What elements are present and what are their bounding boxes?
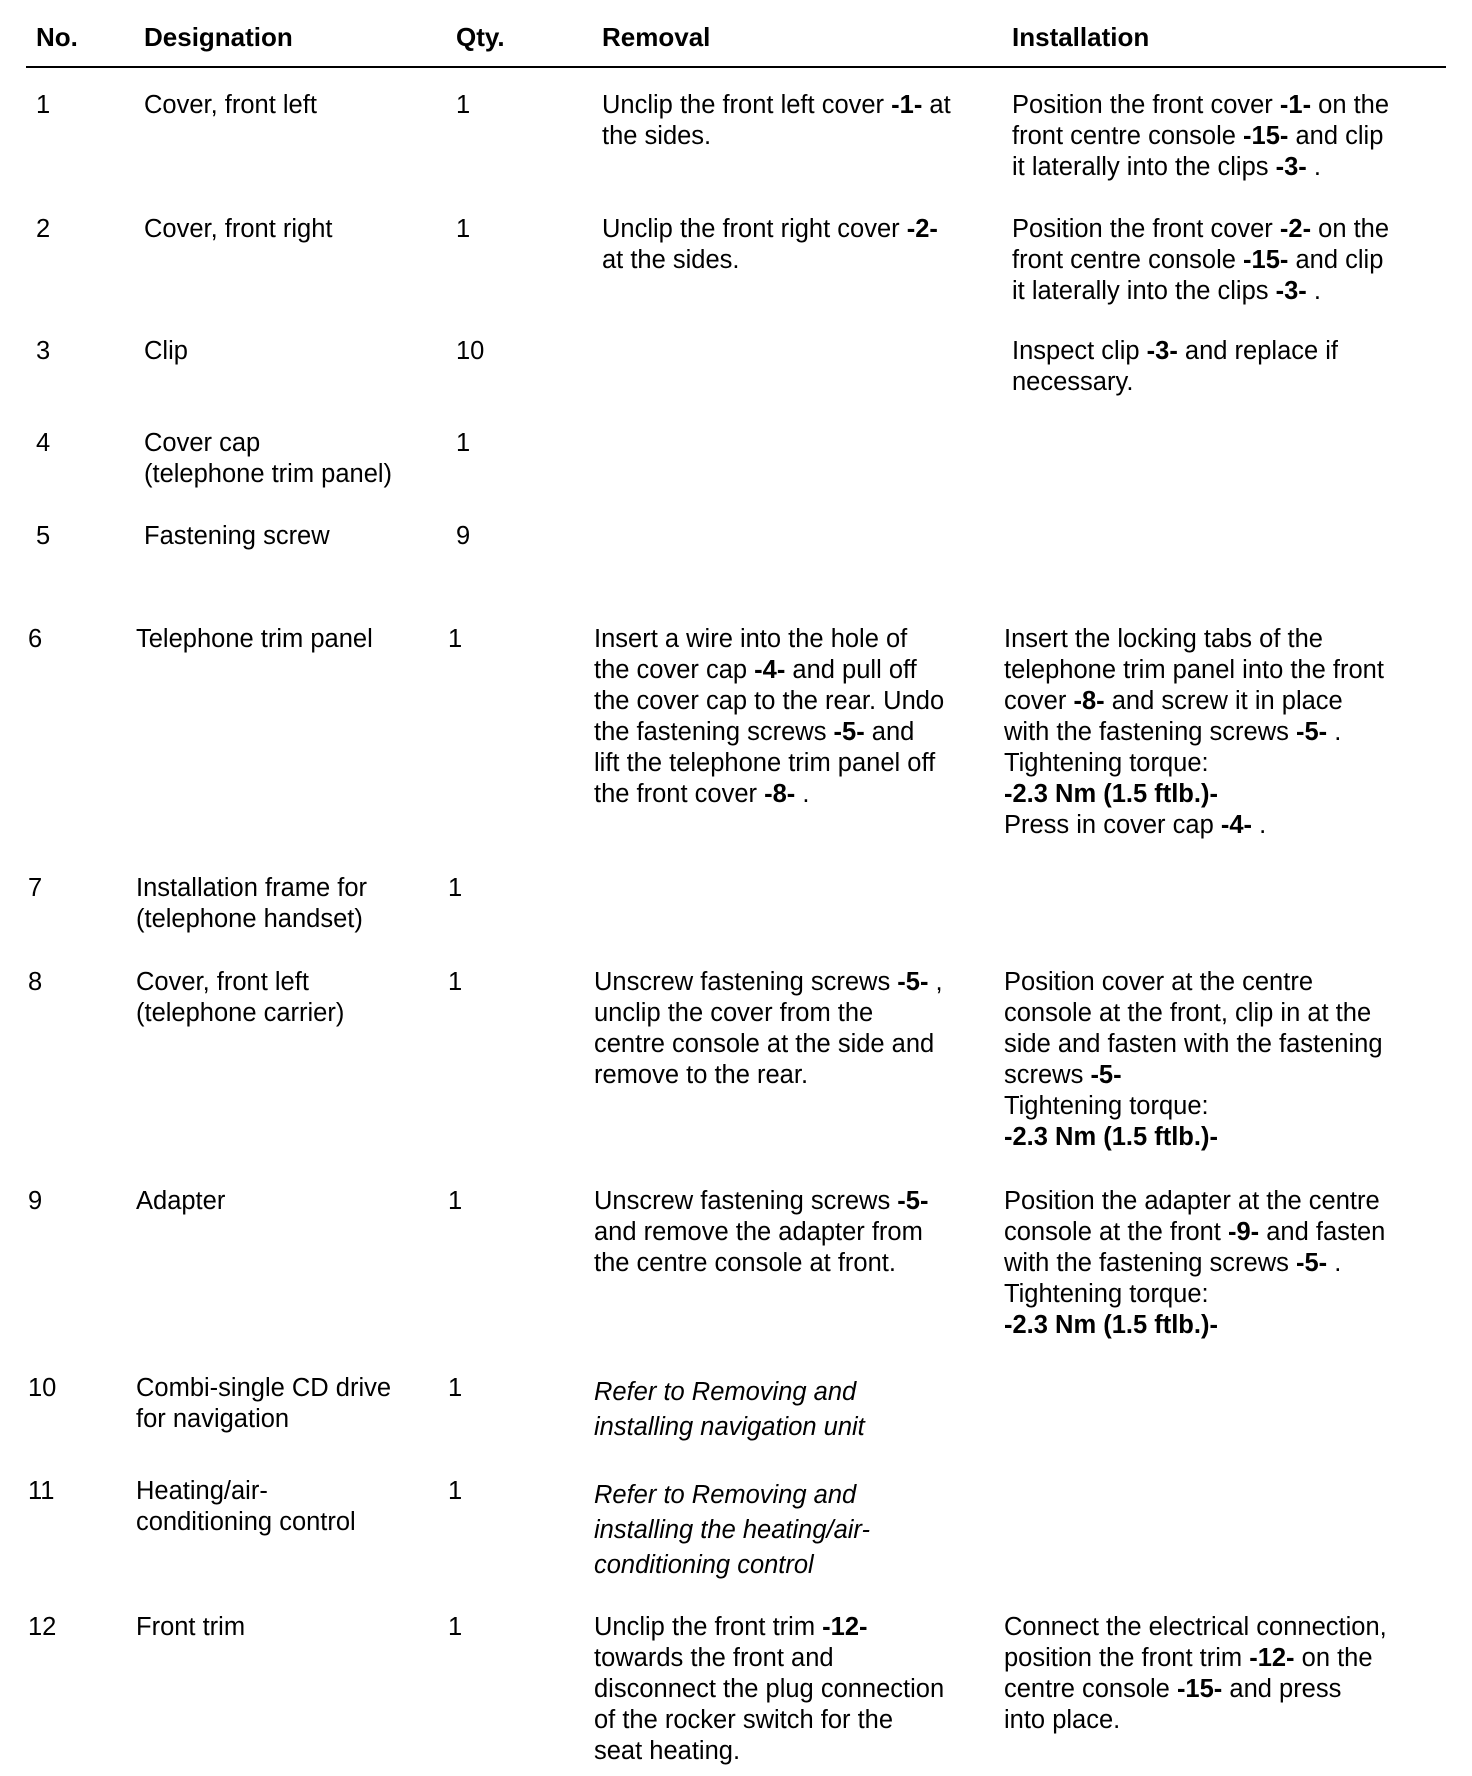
row-number: 4: [36, 429, 51, 457]
designation-line: Cover, front left: [136, 968, 309, 996]
text-line: [1004, 998, 1383, 1029]
text-segment: on the: [1311, 91, 1390, 119]
item-reference: -15-: [1176, 1675, 1223, 1703]
text-line: [594, 1060, 943, 1091]
text-segment: Tightening torque:: [1004, 1092, 1209, 1120]
quantity-cell: 1: [456, 215, 471, 243]
row-number: 1: [36, 91, 51, 119]
row-number: 11: [28, 1477, 55, 1505]
text-line: [1004, 686, 1384, 717]
designation-cell: [136, 1186, 225, 1217]
designation-cell: [136, 624, 373, 655]
text-segment: unclip the cover from the: [594, 999, 874, 1027]
item-reference: -5-: [833, 718, 865, 746]
text-segment: on the: [1294, 1644, 1373, 1672]
text-line: [602, 214, 938, 245]
text-segment: and clip: [1288, 246, 1384, 274]
text-segment: and press: [1222, 1675, 1342, 1703]
text-line: [1012, 336, 1338, 367]
quantity-cell: 1: [448, 625, 463, 653]
text-line: [1012, 276, 1389, 307]
text-segment: Unclip the front left cover: [602, 91, 892, 119]
designation-cell: [144, 428, 392, 490]
designation-line: Cover cap: [144, 429, 261, 457]
row-number: 12: [28, 1613, 57, 1641]
designation-cell: [144, 90, 317, 121]
quantity-cell: 1: [448, 1374, 463, 1402]
row-number: 10: [28, 1374, 57, 1402]
designation-line: Installation frame for: [136, 874, 368, 902]
text-line: [594, 655, 944, 686]
text-segment: Position the adapter at the centre: [1004, 1187, 1380, 1215]
item-reference: -1-: [891, 91, 923, 119]
removal-cell: [594, 967, 943, 1091]
text-line: [1004, 1122, 1383, 1153]
text-line: [602, 90, 951, 121]
designation-line: Heating/air-: [136, 1477, 268, 1505]
text-segment: Position the front cover: [1012, 215, 1280, 243]
item-reference: -15-: [1243, 122, 1289, 150]
text-line: [594, 717, 944, 748]
text-line: [1004, 1060, 1383, 1091]
text-segment: with the fastening screws: [1004, 1249, 1296, 1277]
row-number: 3: [36, 337, 51, 365]
text-line: [1004, 1705, 1387, 1736]
header-installation: Installation: [1012, 22, 1150, 52]
text-line: [594, 998, 943, 1029]
text-segment: at the sides.: [602, 246, 740, 274]
item-reference: -2.3 Nm (1.5 ftlb.)-: [1004, 780, 1218, 808]
text-segment: and: [864, 718, 915, 746]
text-segment: installing the heating/air-: [594, 1516, 870, 1544]
removal-cell: [602, 214, 938, 276]
text-line: [1004, 624, 1384, 655]
quantity-cell: 1: [456, 429, 471, 457]
designation-line: Adapter: [136, 1187, 226, 1215]
row-number: 9: [28, 1187, 43, 1215]
text-segment: Refer to Removing and: [594, 1378, 857, 1406]
designation-cell: [136, 967, 344, 1029]
text-line: [594, 967, 943, 998]
text-segment: .: [1252, 811, 1267, 839]
designation-line: Cover, front left: [144, 91, 317, 119]
item-reference: -8-: [1073, 687, 1105, 715]
item-reference: -4-: [754, 656, 786, 684]
designation-line: Clip: [144, 337, 188, 365]
removal-cell: [594, 624, 944, 810]
text-segment: .: [795, 780, 810, 808]
item-reference: -1-: [1279, 91, 1312, 119]
text-segment: and pull off: [785, 656, 917, 684]
text-line: [1004, 1029, 1383, 1060]
item-reference: -2-: [906, 215, 938, 243]
text-segment: the fastening screws: [594, 718, 834, 746]
row-number: 7: [28, 874, 43, 902]
text-segment: seat heating.: [594, 1737, 741, 1765]
item-reference: -15-: [1243, 246, 1289, 274]
text-segment: installing navigation unit: [594, 1413, 865, 1441]
text-line: [602, 245, 938, 276]
item-reference: -2.3 Nm (1.5 ftlb.)-: [1004, 1311, 1218, 1339]
text-line: [594, 779, 944, 810]
text-segment: telephone trim panel into the front: [1004, 656, 1384, 684]
text-segment: Press in cover cap: [1004, 811, 1221, 839]
item-reference: -12-: [1249, 1644, 1295, 1672]
text-line: [1004, 748, 1384, 779]
text-line: [594, 1674, 944, 1705]
text-segment: Position cover at the centre: [1004, 968, 1314, 996]
text-segment: Unclip the front right cover: [602, 215, 907, 243]
item-reference: -3-: [1146, 337, 1178, 365]
text-segment: it laterally into the clips: [1012, 153, 1276, 181]
designation-line: for navigation: [136, 1405, 290, 1433]
text-segment: it laterally into the clips: [1012, 277, 1276, 305]
item-reference: -2.3 Nm (1.5 ftlb.)-: [1004, 1123, 1218, 1151]
text-segment: console at the front: [1004, 1218, 1228, 1246]
removal-cell: [594, 1375, 865, 1445]
text-segment: on the: [1311, 215, 1390, 243]
text-segment: the sides.: [602, 122, 712, 150]
text-line: [1004, 1279, 1385, 1310]
text-segment: the front cover: [594, 780, 765, 808]
text-line: [594, 1736, 944, 1767]
text-segment: towards the front and: [594, 1644, 834, 1672]
designation-cell: [144, 214, 333, 245]
header-no: No.: [36, 22, 78, 52]
text-line: [1004, 1248, 1385, 1279]
text-line: [594, 1513, 870, 1548]
text-segment: console at the front, clip in at the: [1004, 999, 1372, 1027]
item-reference: -5-: [1295, 1249, 1328, 1277]
text-segment: Position the front cover: [1012, 91, 1280, 119]
text-segment: disconnect the plug connection: [594, 1675, 945, 1703]
removal-cell: [594, 1478, 870, 1583]
text-line: [594, 1612, 944, 1643]
text-segment: at: [922, 91, 951, 119]
text-segment: and clip: [1288, 122, 1384, 150]
designation-line: Cover, front right: [144, 215, 333, 243]
text-segment: Refer to Removing and: [594, 1481, 857, 1509]
text-segment: Insert a wire into the hole of: [594, 625, 908, 653]
text-line: [1004, 1643, 1387, 1674]
designation-cell: [144, 521, 330, 552]
text-segment: and screw it in place: [1104, 687, 1343, 715]
text-line: [1012, 90, 1389, 121]
text-segment: front centre console: [1012, 122, 1244, 150]
designation-cell: [136, 1373, 391, 1435]
text-line: [1012, 245, 1389, 276]
installation-cell: [1012, 90, 1389, 183]
item-reference: -5-: [1295, 718, 1328, 746]
text-segment: front centre console: [1012, 246, 1244, 274]
item-reference: -5-: [897, 1187, 929, 1215]
text-segment: .: [1306, 277, 1321, 305]
text-line: [1004, 1310, 1385, 1341]
text-segment: the cover cap: [594, 656, 755, 684]
text-line: [594, 624, 944, 655]
text-segment: centre console at the side and: [594, 1030, 935, 1058]
text-line: [1004, 1674, 1387, 1705]
designation-line: conditioning control: [136, 1508, 356, 1536]
installation-cell: [1004, 967, 1383, 1153]
text-line: [594, 1410, 865, 1445]
text-line: [1004, 810, 1384, 841]
text-line: [594, 1478, 870, 1513]
text-segment: into place.: [1004, 1706, 1121, 1734]
text-line: [594, 1375, 865, 1410]
text-line: [1004, 1612, 1387, 1643]
text-line: [1004, 779, 1384, 810]
quantity-cell: 1: [456, 91, 471, 119]
removal-cell: [594, 1186, 928, 1279]
text-line: [594, 748, 944, 779]
text-line: [1004, 967, 1383, 998]
item-reference: -8-: [764, 780, 796, 808]
removal-cell: [594, 1612, 944, 1767]
text-segment: Unscrew fastening screws: [594, 1187, 898, 1215]
text-line: [1004, 717, 1384, 748]
item-reference: -2-: [1279, 215, 1312, 243]
text-line: [1012, 214, 1389, 245]
text-segment: position the front trim: [1004, 1644, 1250, 1672]
text-line: [1004, 1091, 1383, 1122]
text-segment: with the fastening screws: [1004, 718, 1296, 746]
text-line: [594, 1643, 944, 1674]
designation-cell: [144, 336, 188, 367]
item-reference: -3-: [1275, 153, 1307, 181]
designation-line: Fastening screw: [144, 522, 330, 550]
text-line: [594, 1186, 928, 1217]
text-line: [602, 121, 951, 152]
quantity-cell: 1: [448, 968, 463, 996]
item-reference: -9-: [1227, 1218, 1260, 1246]
row-number: 2: [36, 215, 51, 243]
text-segment: Tightening torque:: [1004, 1280, 1209, 1308]
text-segment: Connect the electrical connection,: [1004, 1613, 1387, 1641]
text-segment: ,: [928, 968, 943, 996]
text-segment: of the rocker switch for the: [594, 1706, 894, 1734]
text-segment: cover: [1004, 687, 1074, 715]
item-reference: -12-: [822, 1613, 868, 1641]
text-line: [1012, 367, 1338, 398]
designation-line: Front trim: [136, 1613, 246, 1641]
quantity-cell: 1: [448, 1613, 463, 1641]
installation-cell: [1004, 624, 1384, 841]
header-removal: Removal: [602, 22, 711, 52]
header-divider: [26, 66, 1446, 68]
installation-cell: [1004, 1612, 1387, 1736]
text-line: [594, 1248, 928, 1279]
item-reference: -5-: [1090, 1061, 1122, 1089]
text-segment: and replace if: [1177, 337, 1339, 365]
text-segment: remove to the rear.: [594, 1061, 809, 1089]
text-segment: Unscrew fastening screws: [594, 968, 898, 996]
text-segment: and remove the adapter from: [594, 1218, 923, 1246]
designation-line: (telephone carrier): [136, 999, 345, 1027]
text-segment: Insert the locking tabs of the: [1004, 625, 1323, 653]
text-segment: necessary.: [1012, 368, 1134, 396]
quantity-cell: 1: [448, 1187, 463, 1215]
text-segment: .: [1306, 153, 1321, 181]
item-reference: -4-: [1220, 811, 1253, 839]
text-line: [1012, 121, 1389, 152]
text-segment: Tightening torque:: [1004, 749, 1209, 777]
designation-cell: [136, 1612, 245, 1643]
text-segment: .: [1327, 718, 1342, 746]
designation-line: Telephone trim panel: [136, 625, 373, 653]
quantity-cell: 9: [456, 522, 471, 550]
quantity-cell: 10: [456, 337, 485, 365]
text-segment: side and fasten with the fastening: [1004, 1030, 1383, 1058]
text-line: [594, 1217, 928, 1248]
row-number: 8: [28, 968, 43, 996]
text-line: [1004, 1217, 1385, 1248]
text-line: [1012, 152, 1389, 183]
designation-cell: [136, 1476, 356, 1538]
text-segment: lift the telephone trim panel off: [594, 749, 936, 777]
installation-cell: [1012, 214, 1389, 307]
designation-line: (telephone trim panel): [144, 460, 393, 488]
text-line: [1004, 655, 1384, 686]
installation-cell: [1012, 336, 1338, 398]
row-number: 5: [36, 522, 51, 550]
item-reference: -5-: [897, 968, 929, 996]
text-line: [594, 686, 944, 717]
item-reference: -3-: [1275, 277, 1307, 305]
text-line: [594, 1548, 870, 1583]
designation-line: (telephone handset): [136, 905, 363, 933]
text-segment: .: [1327, 1249, 1342, 1277]
row-number: 6: [28, 625, 43, 653]
text-segment: conditioning control: [594, 1551, 814, 1579]
text-segment: Unclip the front trim: [594, 1613, 823, 1641]
removal-cell: [602, 90, 951, 152]
text-line: [594, 1029, 943, 1060]
text-line: [1004, 1186, 1385, 1217]
installation-cell: [1004, 1186, 1385, 1341]
text-line: [594, 1705, 944, 1736]
header-designation: Designation: [144, 22, 293, 52]
header-qty: Qty.: [456, 22, 505, 52]
text-segment: and fasten: [1259, 1218, 1386, 1246]
text-segment: centre console: [1004, 1675, 1177, 1703]
text-segment: the centre console at front.: [594, 1249, 896, 1277]
quantity-cell: 1: [448, 874, 463, 902]
designation-cell: [136, 873, 367, 935]
text-segment: the cover cap to the rear. Undo: [594, 687, 945, 715]
text-segment: Inspect clip: [1012, 337, 1147, 365]
text-segment: screws: [1004, 1061, 1091, 1089]
designation-line: Combi-single CD drive: [136, 1374, 392, 1402]
quantity-cell: 1: [448, 1477, 463, 1505]
